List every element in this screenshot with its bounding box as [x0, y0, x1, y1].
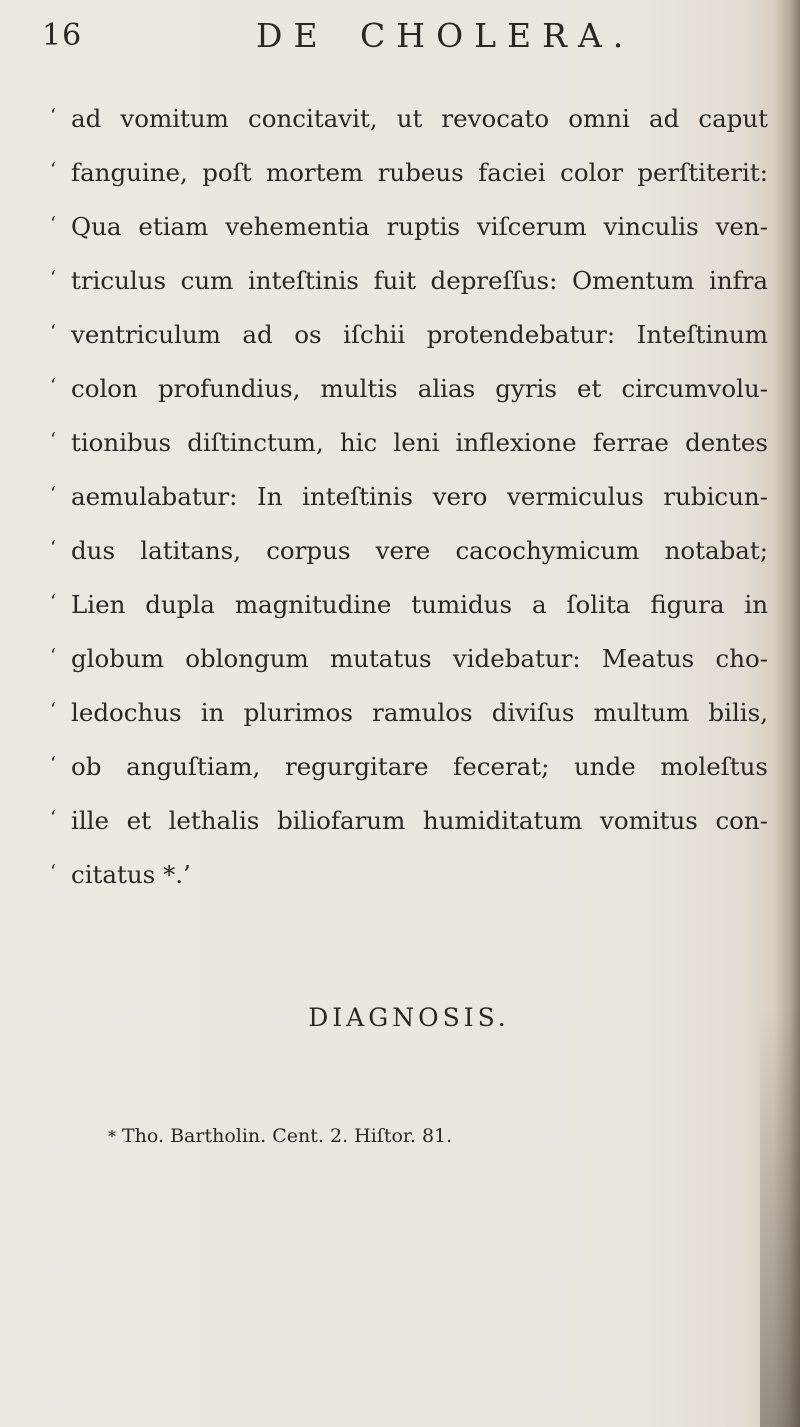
footnote-mark: * [108, 1127, 116, 1146]
line-text: aemulabatur: In inteſtinis vero vermiculus rubicun- [71, 482, 768, 511]
quote-mark: ‘ [50, 321, 57, 343]
line-text: fanguine, poſt mortem rubeus faciei color perſtiterit: [71, 158, 768, 187]
quote-mark: ‘ [50, 375, 57, 397]
text-line [50, 632, 770, 686]
quote-mark: ‘ [50, 753, 57, 775]
quote-mark: ‘ [50, 267, 57, 289]
line-text: tionibus diſtinctum, hic leni inflexione ferrae dentes [71, 428, 768, 457]
line-text: globum oblongum mutatus videbatur: Meatus cho- [71, 644, 768, 673]
running-title: DE CHOLERA. [256, 16, 635, 55]
line-text: Lien dupla magnitudine tumidus a ſolita figura in [71, 590, 768, 619]
body-text [50, 92, 770, 902]
footnote [108, 1125, 452, 1147]
page-number: 16 [42, 18, 83, 53]
quote-mark: ‘ [50, 807, 57, 829]
text-line [50, 308, 770, 362]
line-text: ventriculum ad os iſchii protendebatur: Inteſtinum [71, 320, 768, 349]
running-head [42, 16, 682, 66]
quote-mark: ‘ [50, 429, 57, 451]
quote-mark: ‘ [50, 213, 57, 235]
line-text: ob anguſtiam, regurgitare fecerat; unde moleſtus [71, 752, 768, 781]
line-text: ad vomitum concitavit, ut revocato omni ad caput [71, 104, 768, 133]
text-line [50, 254, 770, 308]
text-line [50, 362, 770, 416]
line-text: Qua etiam vehementia ruptis viſcerum vinculis ven- [71, 212, 768, 241]
quote-mark: ‘ [50, 861, 57, 883]
page-corner-shadow [760, 1007, 800, 1427]
quote-mark: ‘ [50, 105, 57, 127]
line-text: dus latitans, corpus vere cacochymicum notabat; [71, 536, 768, 565]
quote-mark: ‘ [50, 645, 57, 667]
line-text: colon profundius, multis alias gyris et circumvolu- [71, 374, 768, 403]
text-line [50, 686, 770, 740]
quote-mark: ‘ [50, 591, 57, 613]
quote-mark: ‘ [50, 537, 57, 559]
text-line [50, 740, 770, 794]
text-line [50, 470, 770, 524]
text-line [50, 578, 770, 632]
text-line [50, 524, 770, 578]
line-text: citatus *.’ [71, 860, 191, 889]
text-line [50, 416, 770, 470]
footnote-text: Tho. Bartholin. Cent. 2. Hiſtor. 81. [122, 1125, 453, 1147]
text-line [50, 794, 770, 848]
quote-mark: ‘ [50, 159, 57, 181]
section-heading: DIAGNOSIS. [308, 1003, 510, 1032]
quote-mark: ‘ [50, 699, 57, 721]
line-text: ledochus in plurimos ramulos diviſus multum bilis, [71, 698, 768, 727]
text-line [50, 848, 770, 902]
line-text: ille et lethalis biliofarum humiditatum vomitus con- [71, 806, 768, 835]
text-line [50, 200, 770, 254]
text-line [50, 146, 770, 200]
text-line [50, 92, 770, 146]
line-text: triculus cum inteſtinis fuit depreſſus: Omentum infra [71, 266, 768, 295]
quote-mark: ‘ [50, 483, 57, 505]
